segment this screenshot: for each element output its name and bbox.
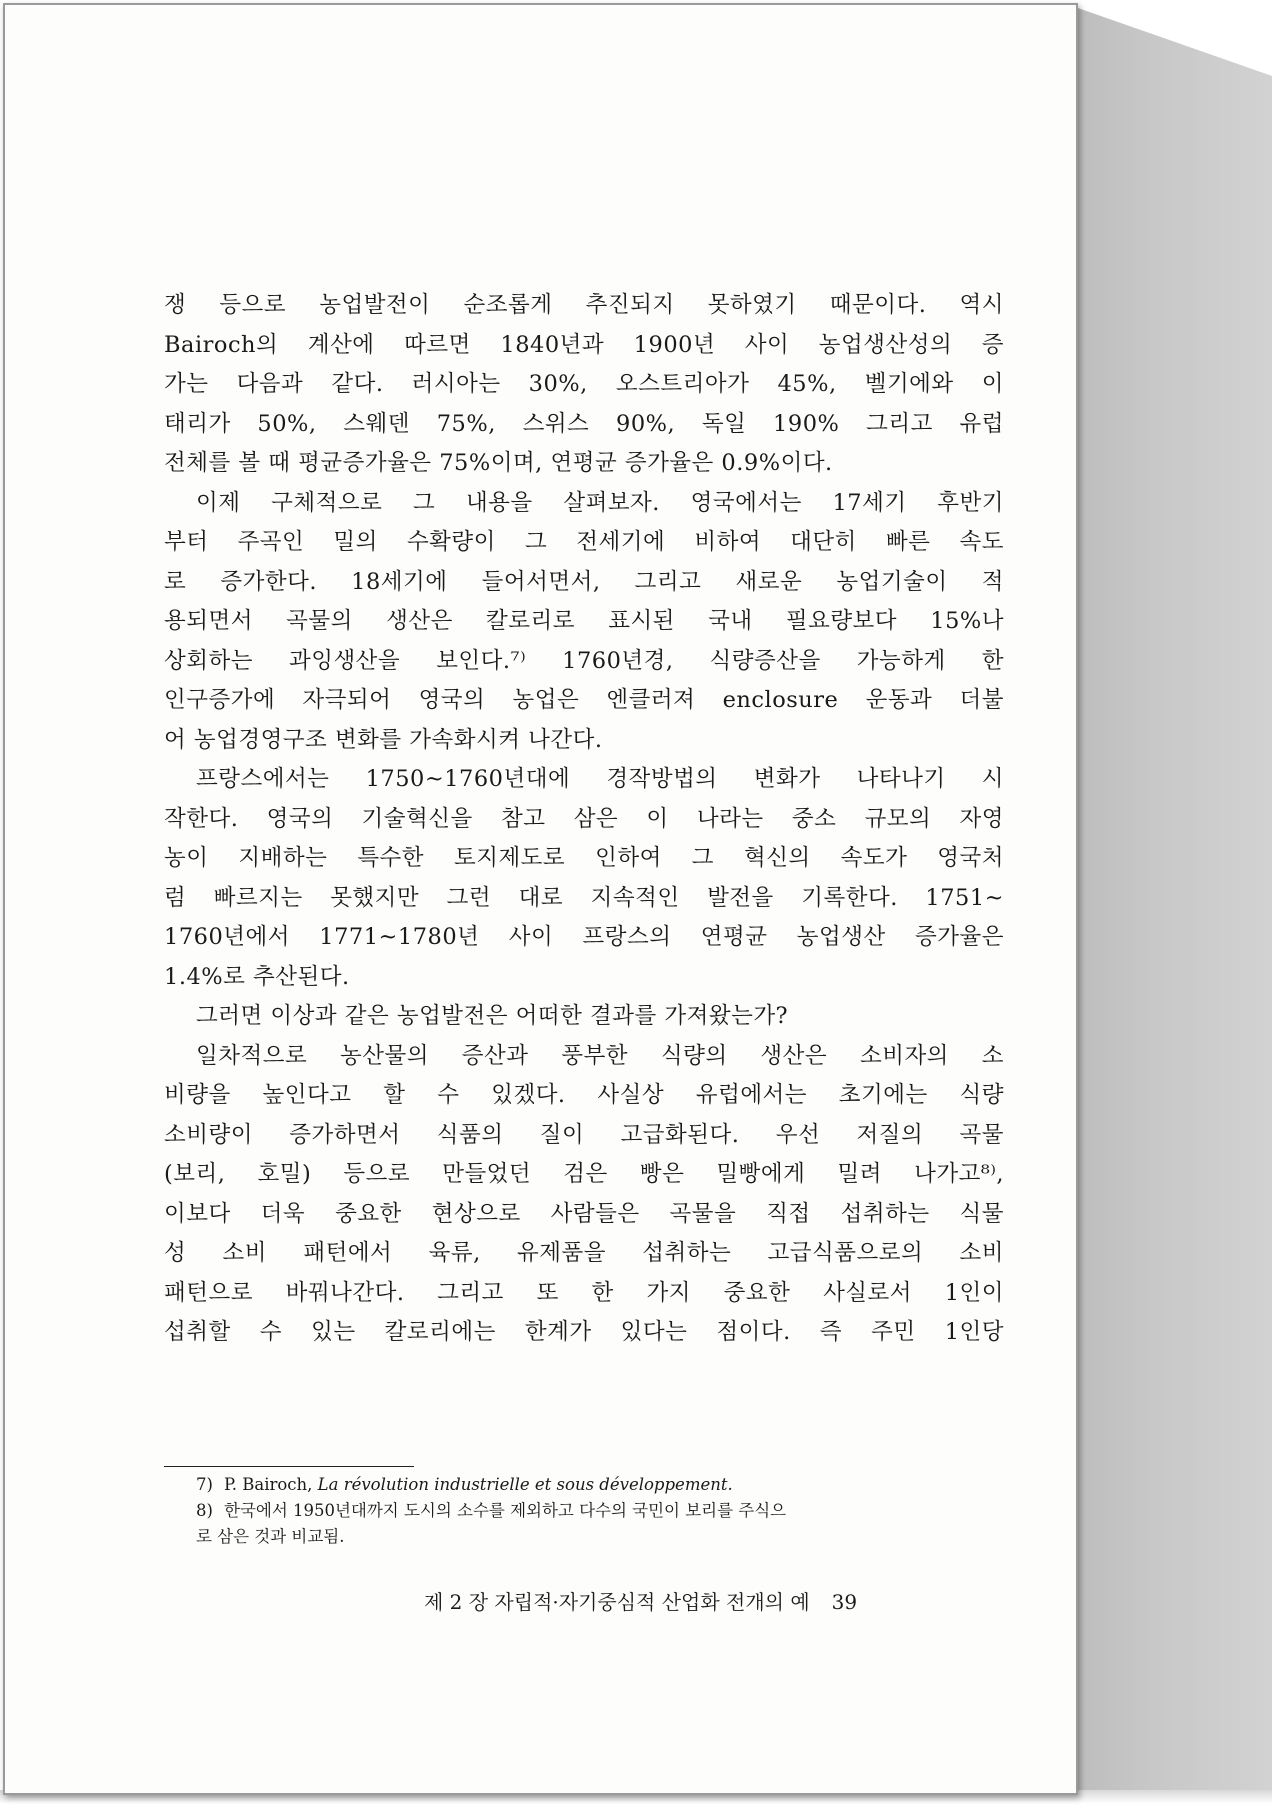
body-text — [164, 286, 1004, 1353]
page-number: 39 — [831, 1590, 858, 1614]
body-line: 그러면 이상과 같은 농업발전은 어떠한 결과를 가져왔는가? — [196, 1003, 789, 1029]
body-line: 성 소비 패턴에서 육류, 유제품을 섭취하는 고급식품으로의 소비 — [164, 1240, 1004, 1266]
footnote-7 — [196, 1472, 1002, 1498]
footnote-number: 7) — [196, 1475, 213, 1494]
body-line: 쟁 등으로 농업발전이 순조롭게 추진되지 못하였기 때문이다. 역시 — [164, 292, 1004, 318]
body-line: 1760년에서 1771~1780년 사이 프랑스의 연평균 농업생산 증가율은 — [164, 924, 1004, 950]
body-line: 프랑스에서는 1750~1760년대에 경작방법의 변화가 나타나기 시 — [196, 766, 1004, 792]
body-line: 가는 다음과 같다. 러시아는 30%, 오스트리아가 45%, 벨기에와 이 — [164, 371, 1004, 397]
body-line: 이제 구체적으로 그 내용을 살펴보자. 영국에서는 17세기 후반기 — [196, 489, 1004, 516]
body-line: (보리, 호밀) 등으로 만들었던 검은 빵은 밀빵에게 밀려 나가고⁸⁾, — [164, 1161, 1004, 1187]
body-line: 비량을 높인다고 할 수 있겠다. 사실상 유럽에서는 초기에는 식량 — [164, 1082, 1004, 1108]
body-line: 용되면서 곡물의 생산은 칼로리로 표시된 국내 필요량보다 15%나 — [164, 608, 1004, 634]
footnote-text: 한국에서 1950년대까지 도시의 소수를 제외하고 다수의 국민이 보리를 주식으 — [224, 1501, 787, 1520]
footnote-8-continuation: 로 삼은 것과 비교됨. — [196, 1527, 345, 1546]
body-line: 소비량이 증가하면서 식품의 질이 고급화된다. 우선 저질의 곡물 — [164, 1121, 1004, 1148]
body-line: 어 농업경영구조 변화를 가속화시켜 나간다. — [164, 726, 603, 753]
body-line: 일차적으로 농산물의 증산과 풍부한 식량의 생산은 소비자의 소 — [196, 1042, 1004, 1069]
running-footer — [424, 1586, 1004, 1615]
body-line: 작한다. 영국의 기술혁신을 참고 삼은 이 나라는 중소 규모의 자영 — [164, 805, 1004, 832]
body-line: 부터 주곡인 밀의 수확량이 그 전세기에 비하여 대단히 빠른 속도 — [164, 529, 1004, 555]
footnotes — [196, 1472, 1002, 1550]
body-line: 패턴으로 바꿔나간다. 그리고 또 한 가지 중요한 사실로서 1인이 — [164, 1279, 1004, 1306]
body-line: 상회하는 과잉생산을 보인다.⁷⁾ 1760년경, 식량증산을 가능하게 한 — [164, 647, 1004, 674]
body-line: 태리가 50%, 스웨덴 75%, 스위스 90%, 독일 190% 그리고 유럽 — [164, 410, 1004, 437]
body-line: 로 증가한다. 18세기에 들어서면서, 그리고 새로운 농업기술이 적 — [164, 568, 1004, 595]
body-line: 럼 빠르지는 못했지만 그런 대로 지속적인 발전을 기록한다. 1751~ — [164, 884, 1004, 911]
footnote-number: 8) — [196, 1501, 213, 1520]
body-line: 농이 지배하는 특수한 토지제도로 인하여 그 혁신의 속도가 영국처 — [164, 845, 1004, 871]
body-line: 전체를 볼 때 평균증가율은 75%이며, 연평균 증가율은 0.9%이다. — [164, 450, 833, 476]
footnote-author: P. Bairoch, — [224, 1475, 313, 1494]
chapter-title: 제 2 장 자립적·자기중심적 산업화 전개의 예 — [424, 1590, 810, 1614]
body-line: Bairoch의 계산에 따르면 1840년과 1900년 사이 농업생산성의 증 — [164, 331, 1004, 358]
body-line: 이보다 더욱 중요한 현상으로 사람들은 곡물을 직접 섭취하는 식물 — [164, 1200, 1004, 1227]
body-line: 섭취할 수 있는 칼로리에는 한계가 있다는 점이다. 즉 주민 1인당 — [164, 1319, 1004, 1345]
book-page-edges — [1078, 8, 1272, 1796]
body-line: 인구증가에 자극되어 영국의 농업은 엔클러져 enclosure 운동과 더불 — [164, 687, 1004, 713]
footnote-8 — [196, 1498, 1002, 1524]
body-line: 1.4%로 추산된다. — [164, 963, 350, 990]
footnote-title: La révolution industrielle et sous développement. — [317, 1475, 733, 1494]
footnote-divider — [164, 1466, 414, 1467]
